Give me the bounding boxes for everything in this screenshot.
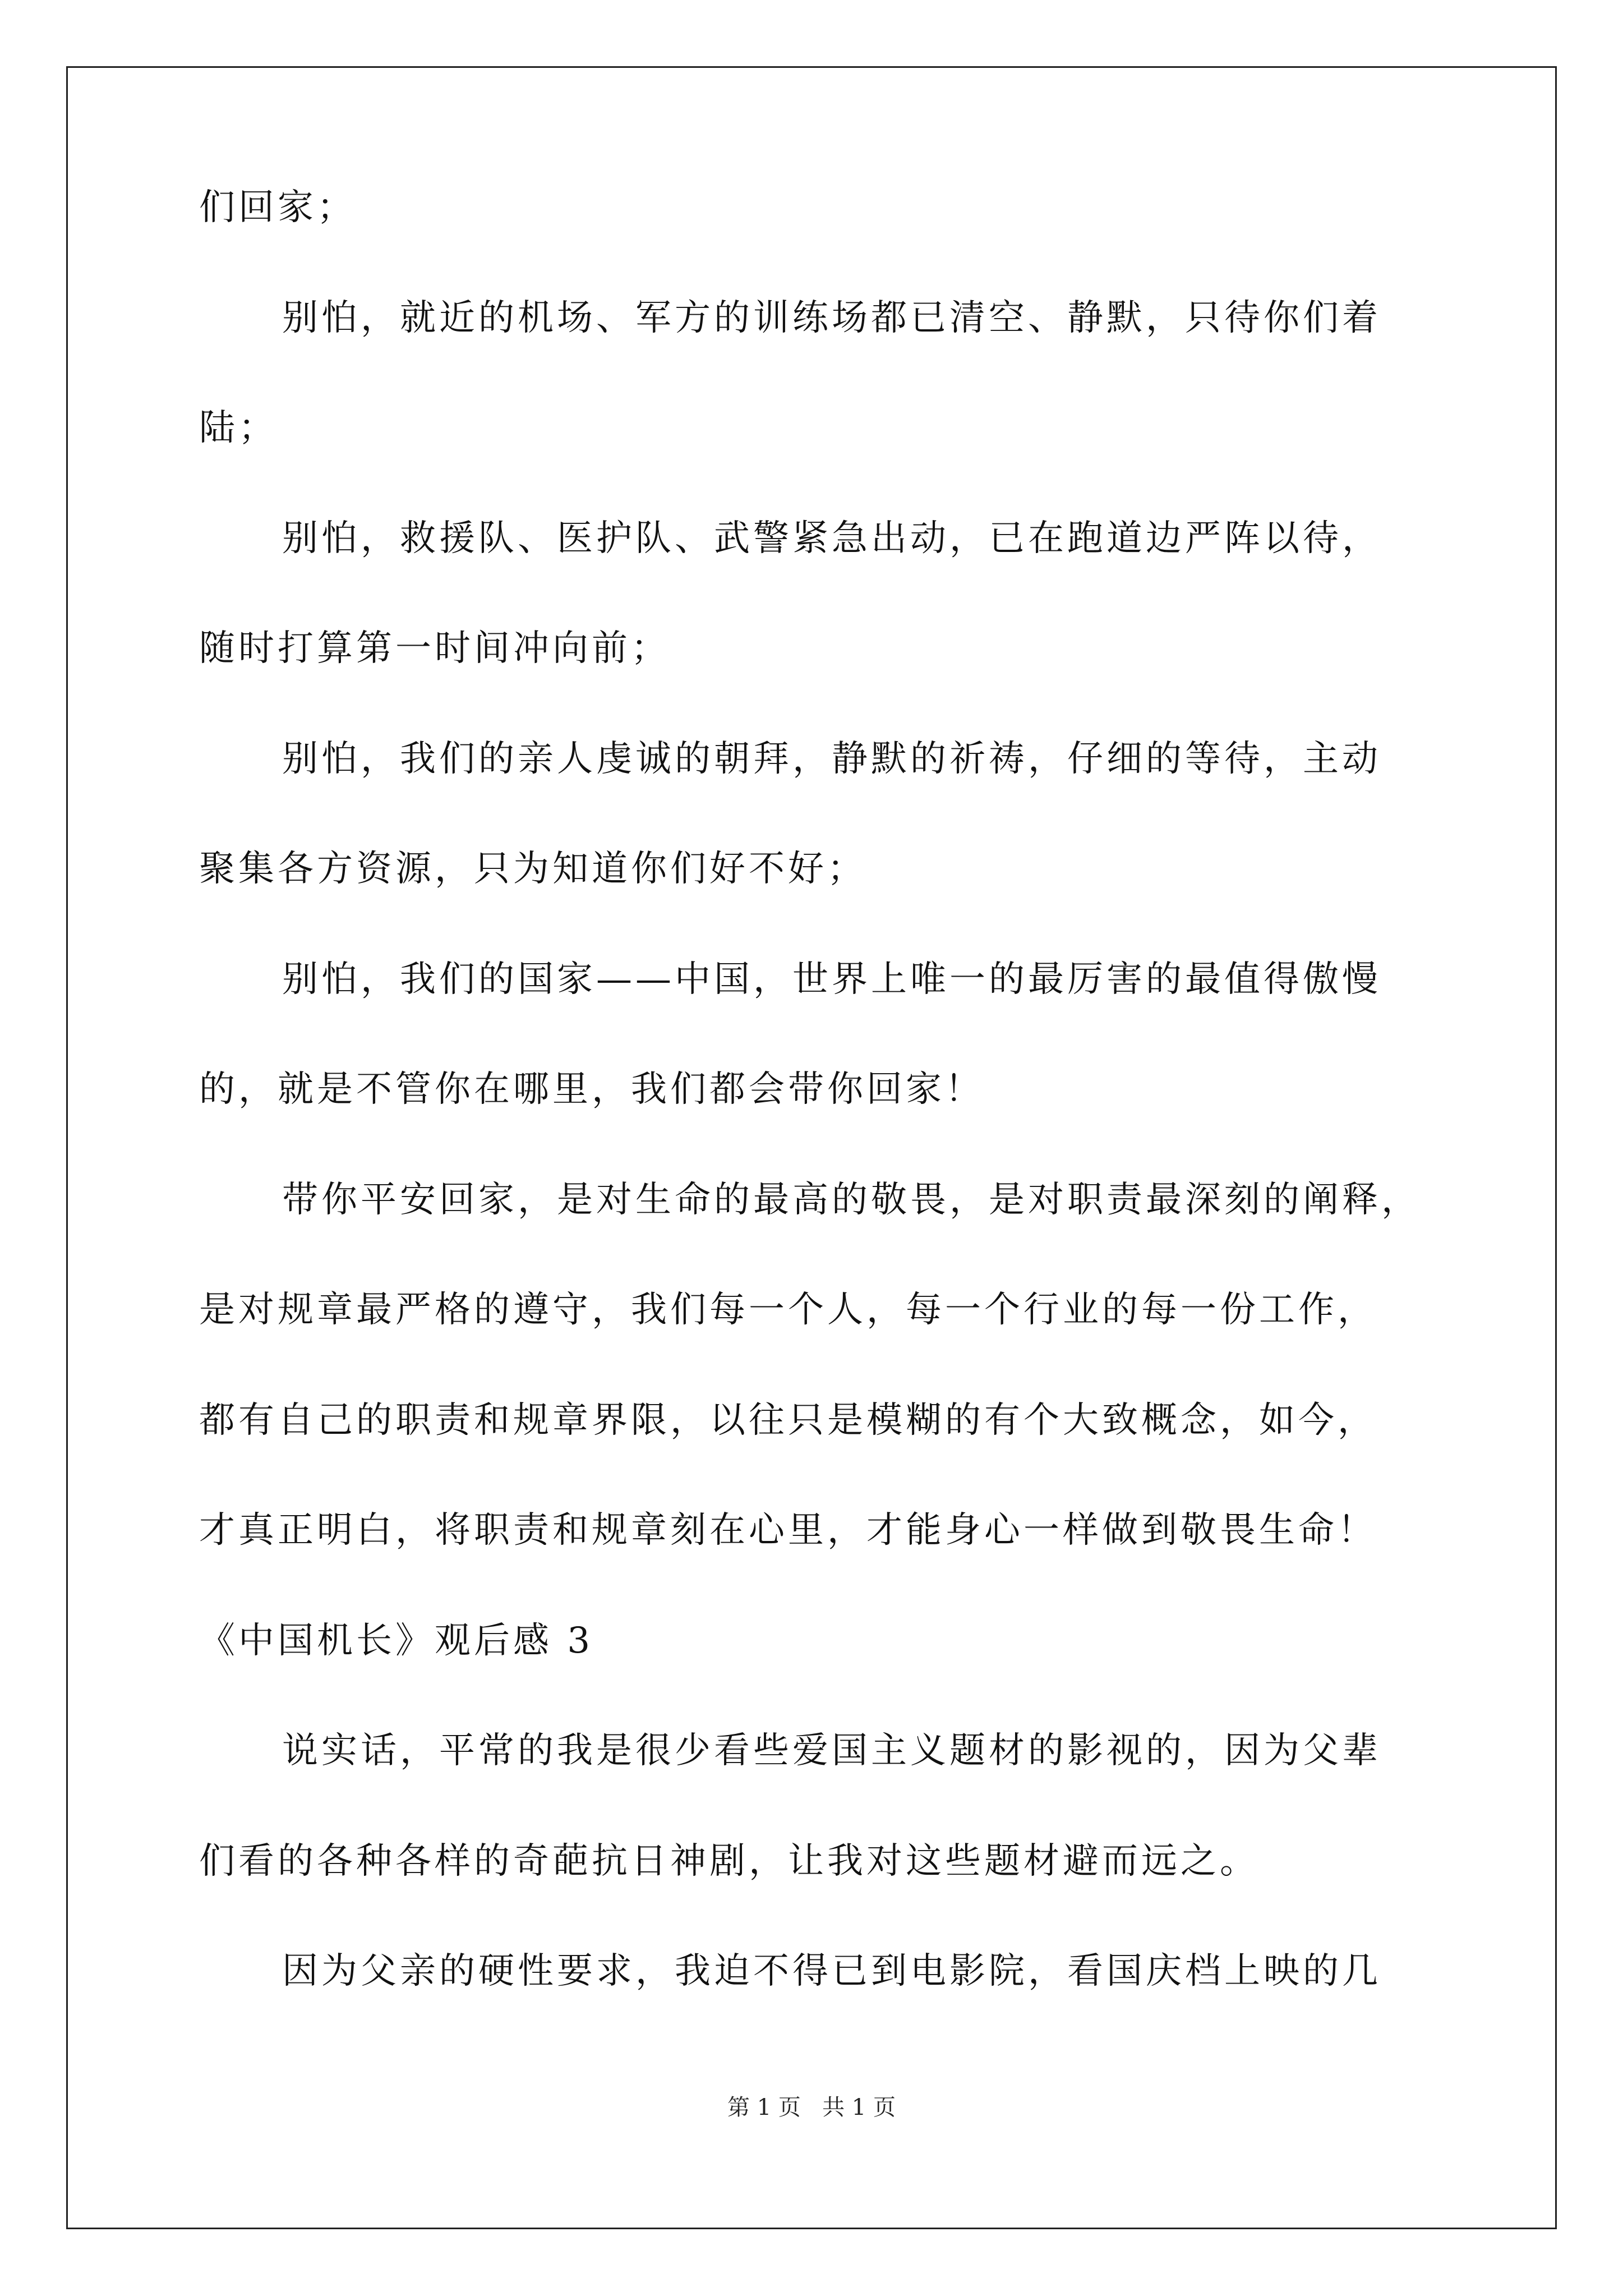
paragraph-line: 说实话，平常的我是很少看些爱国主义题材的影视的，因为父辈	[282, 1730, 1381, 1772]
text-line: 聚集各方资源，只为知道你们好不好；	[199, 848, 866, 890]
paragraph-line: 别怕，就近的机场、军方的训练场都已清空、静默，只待你们着	[282, 297, 1381, 339]
text-line: 们回家；	[199, 187, 356, 228]
text-line: 是对规章最严格的遵守，我们每一个人，每一个行业的每一份工作，	[199, 1289, 1377, 1331]
text-line: 们看的各种各样的奇葩抗日神剧，让我对这些题材避而远之。	[199, 1841, 1259, 1882]
text-line: 陆；	[199, 407, 278, 449]
paragraph-line: 别怕，我们的国家——中国，世界上唯一的最厉害的最值得傲慢	[282, 959, 1381, 1000]
page-footer: 第 1 页 共 1 页	[727, 2095, 896, 2120]
paragraph-line: 因为父亲的硬性要求，我迫不得已到电影院，看国庆档上映的几	[282, 1950, 1381, 1992]
paragraph-line: 别怕，我们的亲人虔诚的朝拜，静默的祈祷，仔细的等待，主动	[282, 738, 1381, 780]
text-line: 的，就是不管你在哪里，我们都会带你回家！	[199, 1069, 984, 1110]
text-line: 随时打算第一时间冲向前；	[199, 628, 670, 669]
page-border	[66, 66, 1557, 2229]
paragraph-line: 带你平安回家，是对生命的最高的敬畏，是对职责最深刻的阐释，	[282, 1179, 1421, 1221]
text-line: 才真正明白，将职责和规章刻在心里，才能身心一样做到敬畏生命！	[199, 1510, 1377, 1551]
text-line: 都有自己的职责和规章界限，以往只是模糊的有个大致概念，如今，	[199, 1400, 1377, 1441]
section-heading: 《中国机长》观后感 3	[199, 1620, 594, 1662]
paragraph-line: 别怕，救援队、医护队、武警紧急出动，已在跑道边严阵以待，	[282, 518, 1381, 559]
